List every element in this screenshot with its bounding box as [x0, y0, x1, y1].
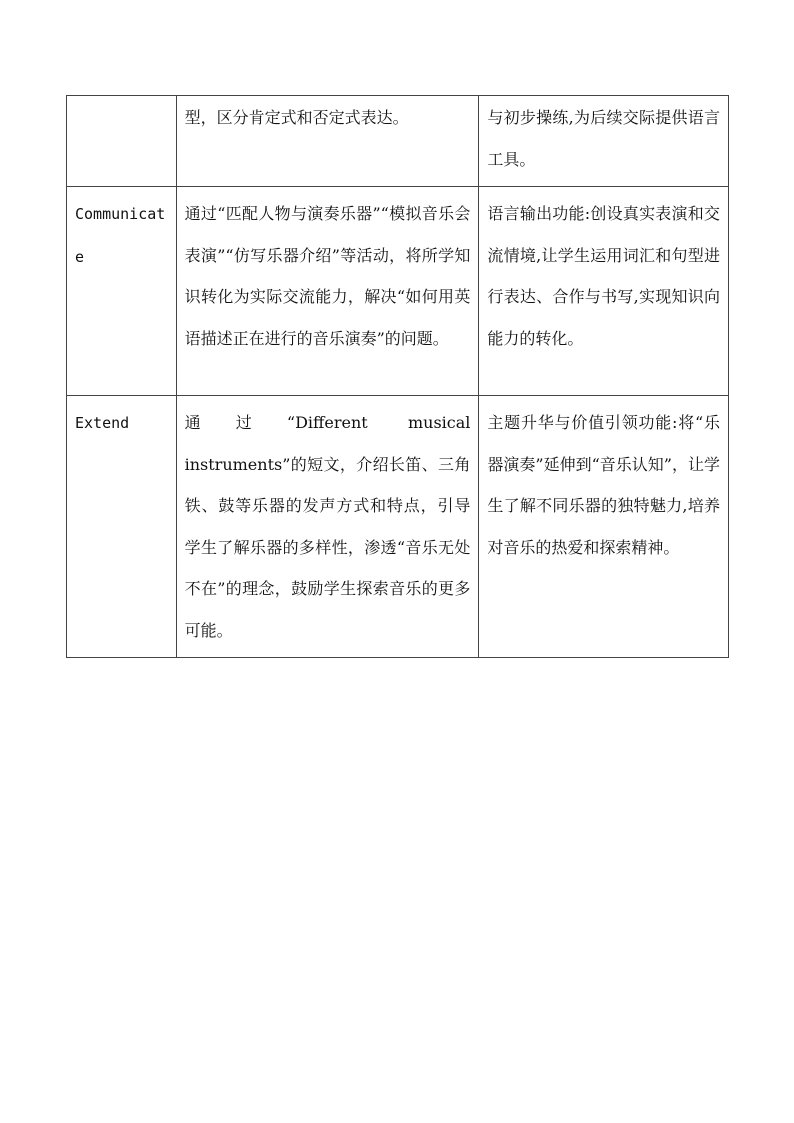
lesson-design-table: [66, 95, 729, 658]
stage-cell: [67, 187, 177, 396]
table-row: [67, 96, 729, 187]
stage-cell: [67, 96, 177, 187]
stage-label: Extend: [75, 414, 130, 432]
table-row: [67, 187, 729, 396]
activity-cell: [176, 187, 479, 396]
activity-cell: [176, 396, 479, 658]
purpose-cell: [479, 96, 729, 187]
purpose-text: 主题升华与价值引领功能:将“乐器演奏”延伸到“音乐认知”，让学生了解不同乐器的独特魅力,培养对音乐的热爱和探索精神。: [487, 413, 720, 557]
activity-text: 型，区分肯定式和否定式表达。: [184, 108, 409, 127]
purpose-text: 与初步操练,为后续交际提供语言工具。: [487, 108, 720, 169]
activity-text: 通过“匹配人物与演奏乐器”“模拟音乐会表演”“仿写乐器介绍”等活动，将所学知识转化为实际交流能力，解决“如何用英语描述正在进行的音乐演奏”的问题。: [184, 204, 471, 348]
purpose-text: 语言输出功能:创设真实表演和交流情境,让学生运用词汇和句型进行表达、合作与书写,实现知识向能力的转化。: [487, 204, 720, 348]
purpose-cell: [479, 396, 729, 658]
stage-label: Communicate: [75, 205, 166, 266]
activity-text: 通过“Different musical instruments”的短文，介绍长笛、三角铁、鼓等乐器的发声方式和特点，引导学生了解乐器的多样性，渗透“音乐无处不在”的理念，鼓励学生探索音乐的更多可能。: [184, 413, 471, 640]
purpose-cell: [479, 187, 729, 396]
activity-cell: [176, 96, 479, 187]
stage-cell: [67, 396, 177, 658]
table-row: [67, 396, 729, 658]
